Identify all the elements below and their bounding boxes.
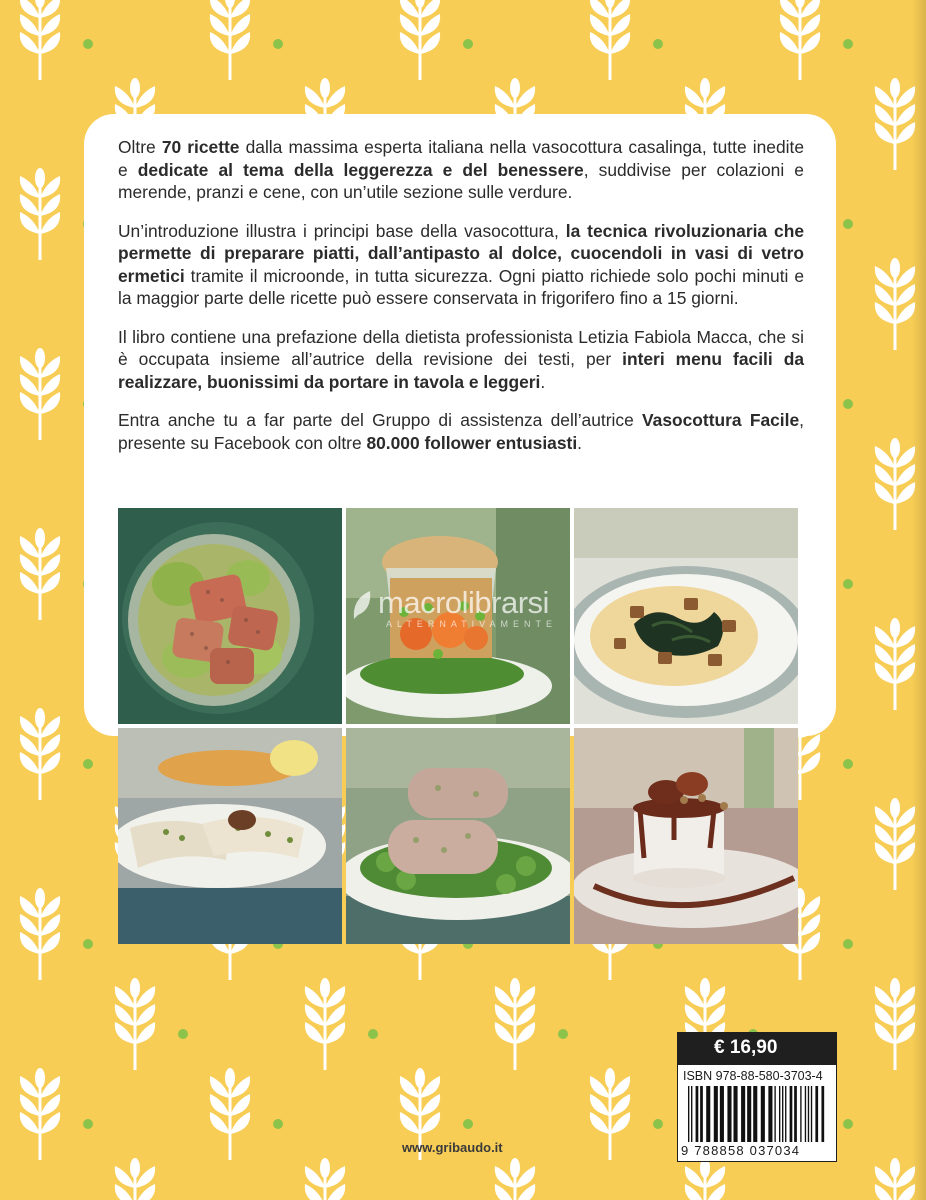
green-dot-icon [83,759,93,769]
green-dot-icon [843,39,853,49]
text-run: dalla massima esperta italiana nella vasocottura casalinga, tutte inedite e [118,137,805,180]
description-text [118,136,804,470]
leaf-sprig-icon [20,528,60,620]
text-run: Oltre [118,137,162,157]
green-dot-icon [843,759,853,769]
leaf-sprig-icon [875,978,915,1070]
leaf-sprig-icon [685,1158,725,1200]
photo-fish-rolls [118,728,342,944]
price-label: € 16,90 [677,1032,837,1064]
publisher-website: www.gribaudo.it [402,1140,503,1155]
green-dot-icon [273,1119,283,1129]
text-run: , suddivise per colazioni e merende, pranzi e cene, con un’utile sezione sulle verdure. [118,159,804,202]
leaf-sprig-icon [495,978,535,1070]
isbn-number: ISBN 978-88-580-3703-4 [683,1069,823,1083]
leaf-sprig-icon [400,0,440,80]
leaf-sprig-icon [115,1158,155,1200]
bold-text-run: Vasocottura Facile [642,410,800,430]
bold-text-run: interi menu facili da realizzare, buonissimi da portare in tavola e leggeri [118,349,804,392]
barcode-box [677,1064,837,1162]
leaf-sprig-icon [780,0,820,80]
green-dot-icon [463,39,473,49]
leaf-sprig-icon [20,708,60,800]
leaf-sprig-icon [875,78,915,170]
description-paragraph-4 [118,409,804,454]
green-dot-icon [653,39,663,49]
barcode-icon [688,1086,828,1144]
leaf-sprig-icon [20,348,60,440]
text-run: Il libro contiene una prefazione della dietista professionista Letizia Fabiola Macca, che si è occupata insieme all’autrice della revisione dei testi, per [118,326,804,369]
green-dot-icon [843,579,853,589]
text-run: Entra anche tu a far parte del Gruppo di assistenza dell’autrice [118,410,643,430]
watermark-leaf-icon [350,589,374,621]
leaf-sprig-icon [210,0,250,80]
green-dot-icon [178,1029,188,1039]
green-dot-icon [843,939,853,949]
photo-panna-cotta [574,728,798,944]
photo-salmon-jar [118,508,342,724]
watermark-subtext: ALTERNATIVAMENTE [386,619,558,629]
green-dot-icon [83,1119,93,1129]
leaf-sprig-icon [590,0,630,80]
text-run: . [540,371,546,392]
text-run: tramite il microonde, in tutta sicurezza. Ogni piatto richiede solo pochi minuti e la maggior parte delle ricette può essere conservata in frigorifero fino a 15 giorni. [118,265,804,308]
leaf-sprig-icon [305,978,345,1070]
bold-text-run: 80.000 follower entusiasti [366,432,578,453]
cover-edge-shade [912,0,926,1200]
leaf-sprig-icon [875,798,915,890]
green-dot-icon [83,39,93,49]
green-dot-icon [843,399,853,409]
description-paragraph-1 [118,136,804,204]
green-dot-icon [653,1119,663,1129]
green-dot-icon [463,1119,473,1129]
green-dot-icon [273,39,283,49]
leaf-sprig-icon [20,888,60,980]
text-run: , presente su Facebook con oltre [118,410,804,453]
photo-meat-loaf [346,728,570,944]
green-dot-icon [83,939,93,949]
leaf-sprig-icon [495,1158,535,1200]
recipe-photo-grid [118,508,798,944]
bold-text-run: dedicate al tema della leggerezza e del benessere [137,159,584,180]
leaf-sprig-icon [875,258,915,350]
watermark [350,585,590,635]
green-dot-icon [368,1029,378,1039]
green-dot-icon [843,1119,853,1129]
leaf-sprig-icon [115,978,155,1070]
ean-digits: 9 788858 037034 [681,1143,801,1158]
leaf-sprig-icon [875,1158,915,1200]
text-run: . [577,432,582,453]
leaf-sprig-icon [875,438,915,530]
leaf-sprig-icon [20,168,60,260]
green-dot-icon [843,219,853,229]
bold-text-run: la tecnica rivoluzionaria che permette di preparare piatti, dall’antipasto al dolce, cuocendoli in vasi di vetro ermetici [118,220,805,286]
watermark-text: macrolibrarsi [378,585,549,620]
green-dot-icon [558,1029,568,1039]
description-paragraph-3 [118,326,804,394]
leaf-sprig-icon [590,1068,630,1160]
text-run: Un’introduzione illustra i principi base della vasocottura, [118,220,566,241]
leaf-sprig-icon [305,1158,345,1200]
leaf-sprig-icon [20,1068,60,1160]
leaf-sprig-icon [875,618,915,710]
leaf-sprig-icon [20,0,60,80]
description-paragraph-2 [118,220,804,310]
photo-greens-croutons [574,508,798,724]
bold-text-run: 70 ricette [161,137,240,157]
leaf-sprig-icon [210,1068,250,1160]
